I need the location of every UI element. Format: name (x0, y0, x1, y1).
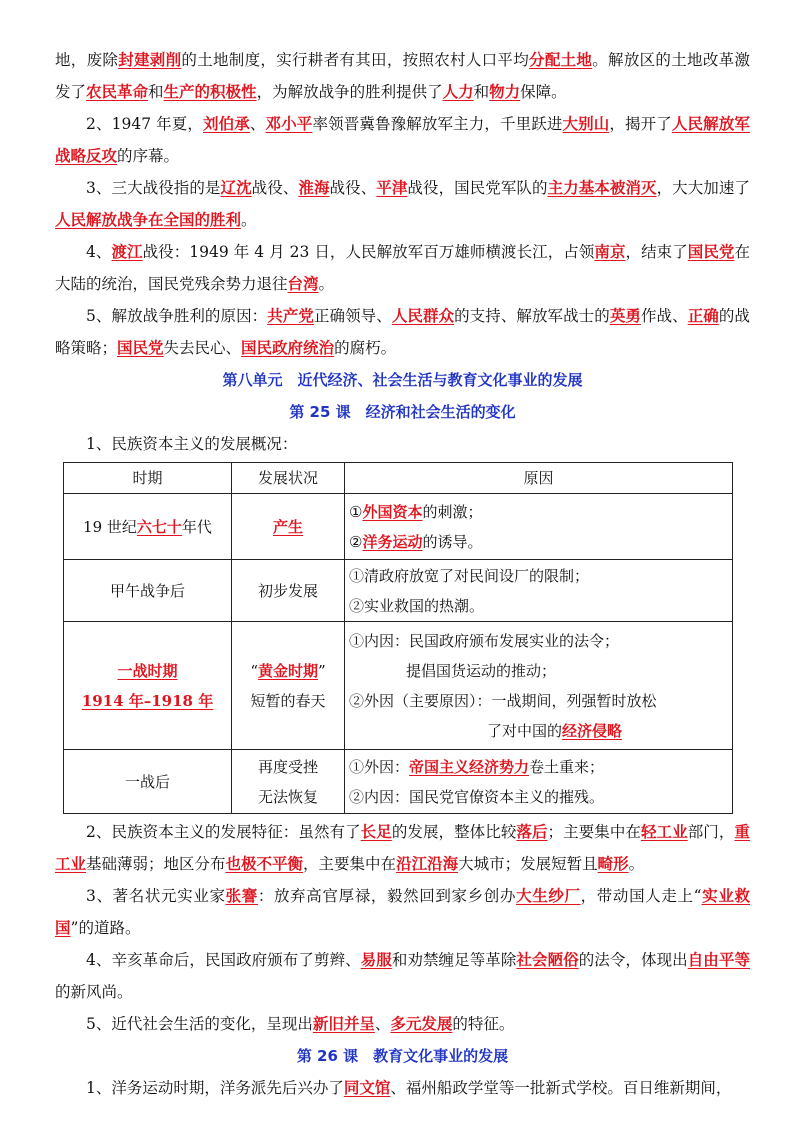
key-term: 同文馆 (343, 1078, 391, 1097)
text: 2、民族资本主义的发展特征：虽然有了 (86, 823, 361, 841)
key-term: 共产党 (267, 306, 314, 325)
text: 地，废除 (55, 51, 119, 69)
text: ① (349, 502, 363, 521)
text: 、福州船政学堂等一批新式学校。百日维新期间， (390, 1079, 732, 1097)
period-cell: 甲午战争后 (64, 560, 232, 622)
text: ，主要集中在 (303, 855, 397, 873)
status-line (236, 656, 340, 686)
text: ，揭开了 (609, 115, 672, 133)
key-term: 物力 (489, 82, 521, 101)
table-row (64, 560, 733, 622)
text: 的序幕。 (117, 147, 180, 165)
key-term: 自由平等 (687, 950, 750, 969)
text: ，带动国人走上“ (580, 887, 702, 905)
text: ” (318, 661, 326, 680)
text: 失去民心、 (163, 339, 242, 357)
column-header-status: 发展状况 (232, 463, 345, 494)
text: 战役、 (251, 179, 299, 197)
key-term: 人民解放军战略反攻 (55, 114, 750, 165)
key-term: 英勇 (609, 306, 641, 325)
text: 战役：1949 年 4 月 23 日，人民解放军百万雄师横渡长江，占领 (142, 243, 595, 261)
text: ② (349, 532, 363, 551)
text: 的新风尚。 (55, 983, 133, 1001)
text: 、 (249, 115, 266, 133)
paragraph-capitalism-features (55, 816, 750, 880)
lesson-25-title: 第 25 课 经济和社会生活的变化 (289, 403, 516, 421)
text: 5、近代社会生活的变化，呈现出 (86, 1015, 313, 1033)
key-term: 人力 (442, 82, 474, 101)
text: 大城市；发展短暂且 (458, 855, 598, 873)
paragraph-dabieshan (55, 108, 750, 172)
text: “ (250, 661, 258, 680)
text: 19 世纪 (83, 517, 137, 536)
column-header-reason: 原因 (345, 463, 733, 494)
reason-cell (345, 750, 733, 814)
paragraph-social-life (55, 1008, 750, 1040)
key-term: 分配土地 (529, 50, 593, 69)
text: 部门， (687, 823, 735, 841)
text: 战役，国民党军队的 (407, 179, 548, 197)
text: 率领晋冀鲁豫解放军主力，千里跃进 (312, 115, 563, 133)
text: 的发展，整体比较 (391, 823, 517, 841)
reason-line: ①内因：民国政府颁布发展实业的法令； (349, 631, 620, 650)
key-term: 正确 (687, 306, 719, 325)
key-term: 大生纱厂 (516, 886, 581, 905)
key-term: 也极不平衡 (225, 854, 304, 873)
key-term: 大别山 (562, 114, 610, 133)
reason-cell (345, 622, 733, 750)
key-term: 国民政府统治 (241, 338, 335, 357)
key-term: 人民群众 (391, 306, 455, 325)
key-term: 邓小平 (265, 114, 313, 133)
key-term: 一战时期 (117, 661, 178, 680)
text: ①外因： (349, 757, 410, 776)
key-term: 沿江沿海 (396, 854, 459, 873)
key-term: 平津 (376, 178, 408, 197)
reason-line (349, 752, 728, 782)
text: ”的道路。 (70, 919, 141, 937)
text: 年代 (181, 517, 212, 536)
paragraph-victory-reasons (55, 300, 750, 364)
text: 的腐朽。 (334, 339, 397, 357)
key-term: 实业救国 (55, 886, 750, 937)
status-line: 无法恢复 (257, 787, 318, 806)
text: 卷土重来； (529, 757, 605, 776)
paragraph-three-campaigns (55, 172, 750, 236)
reason-cell (345, 560, 733, 622)
table-row (64, 622, 733, 750)
text: 的刺激； (422, 502, 483, 521)
column-header-period: 时期 (64, 463, 232, 494)
text: 和 (148, 83, 164, 101)
key-term: 国民党 (687, 242, 735, 261)
reason-line (349, 497, 728, 527)
text: 。 (628, 855, 645, 873)
key-term: 淮海 (298, 178, 330, 197)
paragraph-land-reform (55, 44, 750, 108)
key-term: 洋务运动 (362, 532, 423, 551)
text: 的战略策略； (55, 307, 750, 357)
reason-line: ②外因（主要原因）：一战期间，列强暂时放松 (349, 691, 657, 710)
key-term: 南京 (594, 242, 626, 261)
key-term: 长足 (360, 822, 392, 841)
key-term: 六七十 (136, 517, 182, 536)
key-term: 重工业 (55, 822, 750, 873)
paragraph-river-crossing (55, 236, 750, 300)
text: 。 (318, 275, 335, 293)
text: 1、洋务运动时期，洋务派先后兴办了 (86, 1079, 344, 1097)
text: 的土地制度，实行耕者有其田，按照农村人口平均 (181, 51, 530, 69)
key-term: 多元发展 (390, 1014, 453, 1033)
text: 在大陆的统治，国民党残余势力退往 (55, 243, 750, 293)
text: 基础薄弱；地区分布 (86, 855, 226, 873)
table-row (64, 494, 733, 560)
text: 。 (241, 211, 257, 229)
key-term: 新旧并呈 (312, 1014, 375, 1033)
document-page (55, 44, 750, 1104)
key-term: 落后 (516, 822, 548, 841)
text: 2、1947 年夏， (86, 115, 204, 133)
text: 4、辛亥革命后，民国政府颁布了剪辫、 (86, 951, 361, 969)
key-term: 经济侵略 (562, 721, 623, 740)
reason-line (349, 527, 728, 557)
key-term: 畸形 (597, 854, 629, 873)
reason-cell (345, 494, 733, 560)
text: 的法令，体现出 (578, 951, 688, 969)
text: ；主要集中在 (547, 823, 641, 841)
section-heading: 1、民族资本主义的发展概况： (86, 435, 298, 453)
status-cell (232, 622, 345, 750)
reason-line: ②实业救国的热潮。 (349, 596, 485, 615)
text: 3、三大战役指的是 (86, 179, 221, 197)
key-term: 主力基本被消灭 (547, 178, 657, 197)
key-term: 易服 (360, 950, 392, 969)
text: 的诱导。 (422, 532, 483, 551)
status-cell: 初步发展 (232, 560, 345, 622)
status-cell (232, 750, 345, 814)
key-term: 社会陋俗 (516, 950, 579, 969)
capitalism-development-table (63, 462, 733, 814)
table-row (64, 750, 733, 814)
text: ：放弃高官厚禄，毅然回到家乡创办 (257, 887, 517, 905)
text: 5、解放战争胜利的原因： (86, 307, 268, 325)
text: 战役、 (329, 179, 377, 197)
paragraph-new-schools (55, 1072, 750, 1104)
key-term: 生产的积极性 (163, 82, 257, 101)
text: 的特征。 (452, 1015, 515, 1033)
status-cell (232, 494, 345, 560)
key-term: 人民解放战争在全国的胜利 (55, 210, 242, 229)
key-term: 帝国主义经济势力 (409, 757, 530, 776)
key-term: 轻工业 (640, 822, 688, 841)
text: 正确领导、 (313, 307, 392, 325)
key-term: 国民党 (117, 338, 164, 357)
paragraph-social-customs (55, 944, 750, 1008)
reason-line: ①清政府放宽了对民间设厂的限制； (349, 566, 590, 585)
lesson-26-title: 第 26 课 教育文化事业的发展 (296, 1047, 509, 1065)
key-term: 辽沈 (220, 178, 252, 197)
text: 保障。 (520, 83, 567, 101)
key-term: 台湾 (287, 274, 319, 293)
text: ，为解放战争的胜利提供了 (256, 83, 443, 101)
text: 4、 (86, 243, 112, 261)
reason-line: ②内因：国民党官僚资本主义的摧残。 (349, 787, 605, 806)
text: 3、著名状元实业家 (86, 887, 226, 905)
status-line: 再度受挫 (257, 757, 318, 776)
period-cell (64, 622, 232, 750)
text: 和 (473, 83, 490, 101)
period-cell: 一战后 (64, 750, 232, 814)
key-term: 1914 年–1918 年 (81, 691, 214, 710)
paragraph-zhang-jian (55, 880, 750, 944)
key-term: 农民革命 (86, 82, 149, 101)
key-term: 封建剥削 (118, 50, 182, 69)
reason-line (349, 716, 728, 746)
key-term: 张謇 (225, 886, 258, 905)
text: 了对中国的 (487, 721, 563, 740)
text: ，结束了 (625, 243, 688, 261)
key-term: 外国资本 (362, 502, 423, 521)
text: ，大大加速了 (656, 179, 750, 197)
unit-title: 第八单元 近代经济、社会生活与教育文化事业的发展 (222, 371, 583, 389)
status-line: 短暂的春天 (250, 691, 326, 710)
key-term: 刘伯承 (203, 114, 250, 133)
text: 、 (374, 1015, 391, 1033)
text: 的支持、解放军战士的 (454, 307, 610, 325)
table-header-row (64, 463, 733, 494)
text: 和劝禁缠足等革除 (391, 951, 517, 969)
key-term: 渡江 (111, 242, 143, 261)
period-cell (64, 494, 232, 560)
key-term: 产生 (272, 517, 303, 536)
reason-line: 提倡国货运动的推动； (406, 661, 557, 680)
text: 作战、 (640, 307, 688, 325)
key-term: 黄金时期 (257, 661, 318, 680)
text: 。解放区的土地改革激发了 (55, 51, 750, 101)
